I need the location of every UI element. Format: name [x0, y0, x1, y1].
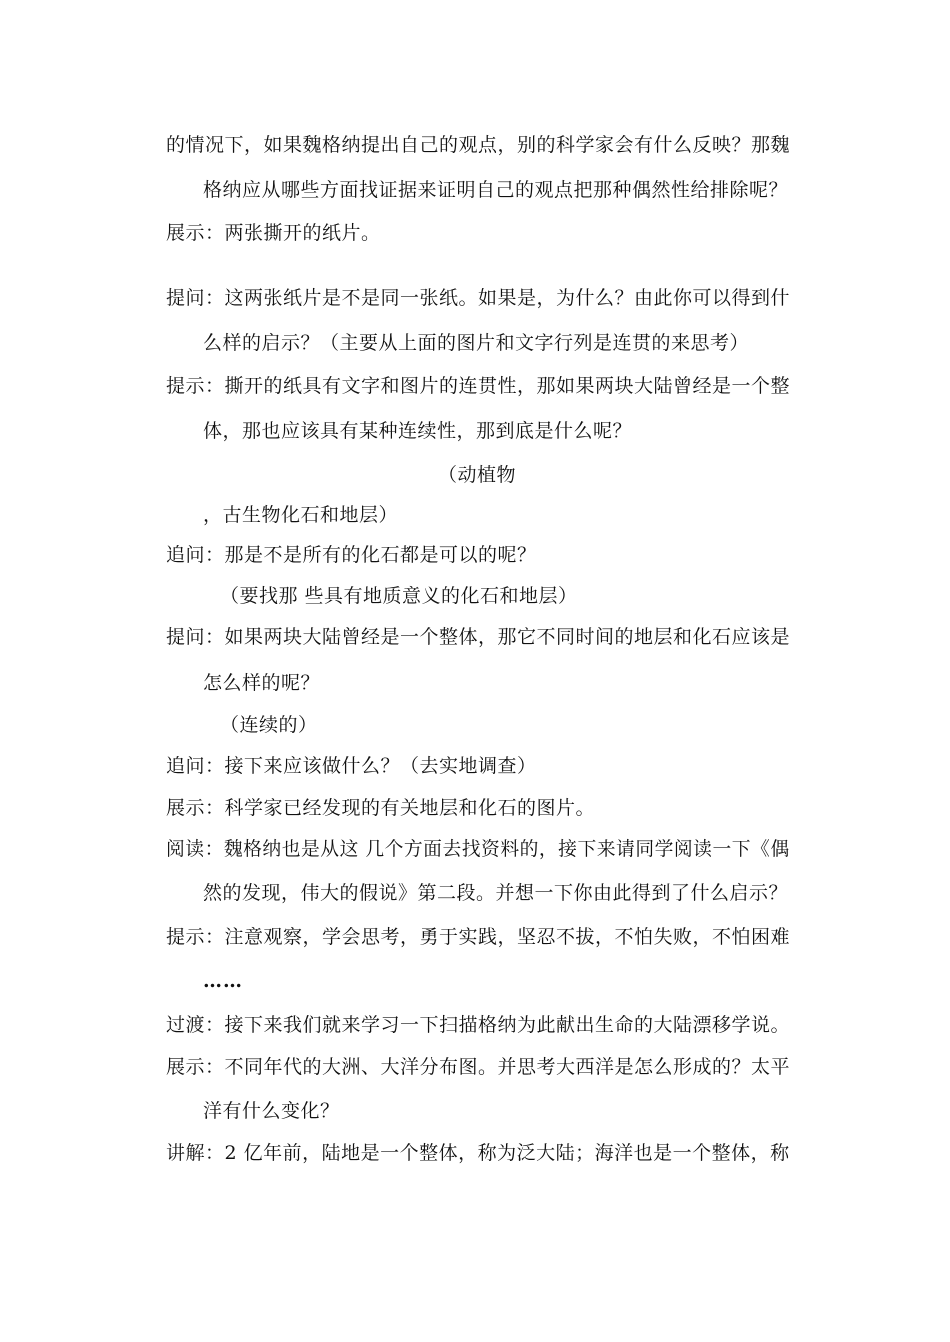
text-line: ，古生物化石和地层） [203, 504, 399, 526]
text-line: 的情况下，如果魏格纳提出自己的观点，别的科学家会有什么反映？那魏 [166, 134, 791, 156]
text-line: 追问：接下来应该做什么？（去实地调查） [166, 755, 537, 777]
text-line: 么样的启示？（主要从上面的图片和文字行列是连贯的来思考） [203, 332, 750, 354]
text-line: 然的发现，伟大的假说》第二段。并想一下你由此得到了什么启示？ [203, 882, 789, 904]
text-line: 展示：科学家已经发现的有关地层和化石的图片。 [166, 797, 596, 819]
text-line: 提问：如果两块大陆曾经是一个整体，那它不同时间的地层和化石应该是 [166, 626, 791, 648]
text-line: 洋有什么变化？ [203, 1100, 340, 1122]
text-line: 提问：这两张纸片是不是同一张纸。如果是，为什么？由此你可以得到什 [166, 287, 791, 309]
text-line: 怎么样的呢？ [203, 672, 321, 694]
text-line: 展示：两张撕开的纸片。 [166, 222, 381, 244]
text-line: 展示：不同年代的大洲、大洋分布图。并思考大西洋是怎么形成的？太平 [166, 1056, 791, 1078]
text-line: （要找那 些具有地质意义的化石和地层） [220, 585, 578, 607]
ellipsis-line: …… [203, 970, 243, 992]
text-line: 提示：撕开的纸具有文字和图片的连贯性，那如果两块大陆曾经是一个整 [166, 375, 791, 397]
text-line: （动植物 [438, 464, 517, 486]
text-line: 格纳应从哪些方面找证据来证明自己的观点把那种偶然性给排除呢？ [203, 179, 789, 201]
text-line: 提示：注意观察，学会思考，勇于实践，坚忍不拔，不怕失败，不怕困难 [166, 926, 791, 948]
text-line: 追问：那是不是所有的化石都是可以的呢？ [166, 544, 537, 566]
text-line: 阅读：魏格纳也是从这 几个方面去找资料的，接下来请同学阅读一下《偶 [166, 838, 790, 860]
text-line: 讲解：2 亿年前，陆地是一个整体，称为泛大陆；海洋也是一个整体，称 [166, 1142, 790, 1164]
text-line: 体，那也应该具有某种连续性，那到底是什么呢？ [203, 420, 633, 442]
text-line: 过渡：接下来我们就来学习一下扫描格纳为此献出生命的大陆漂移学说。 [166, 1014, 791, 1036]
text-line: （连续的） [220, 714, 318, 736]
